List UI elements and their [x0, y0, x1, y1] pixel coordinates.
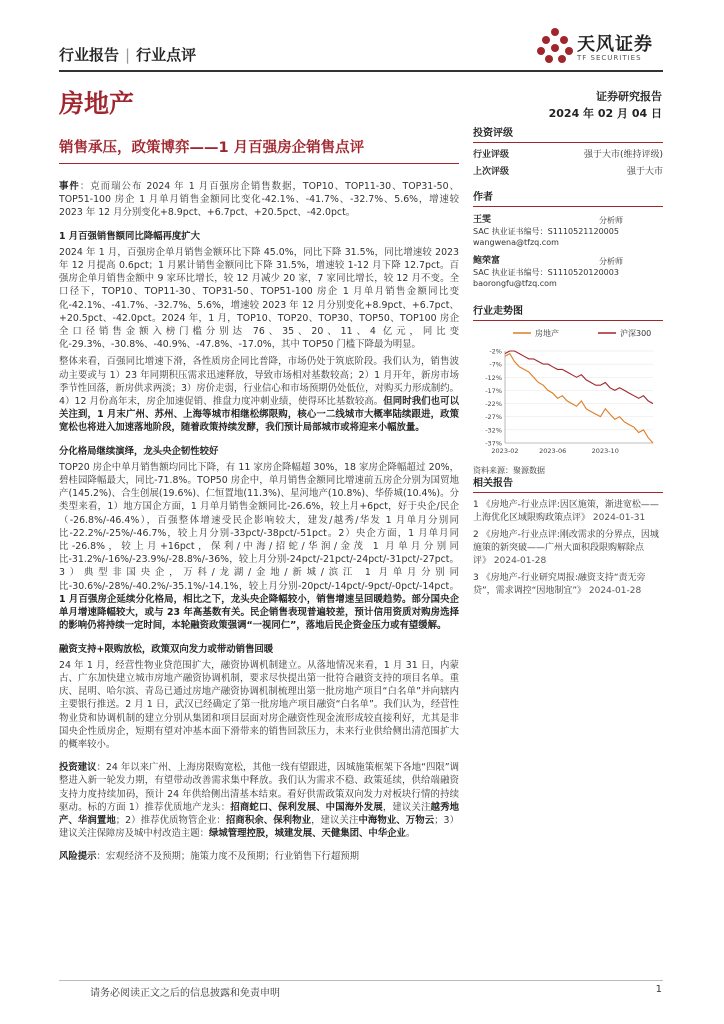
- related-report-date: 2024-01-31: [592, 513, 646, 523]
- industry-title: 房地产: [59, 89, 135, 118]
- related-report[interactable]: [473, 499, 663, 525]
- event-paragraph: [59, 180, 459, 220]
- page-number: 1: [655, 984, 662, 995]
- y-tick-label: -32%: [485, 426, 502, 435]
- event-text: ：克而瑞公布 2024 年 1 月百强房企销售数据，TOP10、TOP11-30、TOP31-50、TOP51-100 房企 1 月单月销售金额同比变化-42.1%、-41.7%、-32.7%、5.6%，增速较 2023 年 12 月分别变化+8.9pct、+6.7pct、+20.5pct、-42.0pct。: [59, 181, 459, 219]
- author-cert: SAC 执业证书编号：S1110521120005: [473, 227, 619, 236]
- risk-text: ：宏观经济不及预期；施策力度不及预期；行业销售下行超预期: [96, 851, 360, 863]
- section-1-title: 1 月百强销售额同比降幅再度扩大: [59, 230, 201, 242]
- investment-text-3: ，建议关注: [311, 814, 359, 826]
- subtitle-divider: [59, 163, 459, 164]
- investment-text-4: ；3）建议关注保障房及城中村改造主题：: [59, 814, 459, 840]
- logo-mark-icon: [535, 26, 575, 66]
- section-3-paragraph: 24 年 1 月，经营性物业贷范围扩大，融资协调机制建立。从落地情况来看，1 月 31 日，内蒙古、广东加快建立城市房地产融资协调机制，要求尽快提出第一批符合融资支持的项目名单。重庆、昆明、哈尔滨、青岛已通过房地产融资协调机制梳理出第一批房地产项目“白名单”并向辖内主要银行推送。2 月 1 日，武汉已经确定了第一批房地产项目融资“白名单”。我们认为，经营性物业贷和协调机制的建立分别从集团和项目层面对房企融资性现金流形成较直接利好，尤其是非国央企性质房企，短期有望对冲基本面下滑带来的销售回款压力，未来行业供给侧出清范围扩大的概率较小。: [59, 659, 459, 750]
- related-report[interactable]: [473, 572, 663, 598]
- related-report[interactable]: [473, 529, 663, 568]
- related-panel: [473, 474, 663, 598]
- report-subtitle: 销售承压，政策博弈——1 月百强房企销售点评: [59, 140, 365, 156]
- rating-title: 投资评级: [473, 128, 513, 139]
- footer-disclaimer: 请务必阅读正文之后的信息披露和免责申明: [90, 988, 280, 999]
- section-2-paragraph-bold: 1 月百强房企延续分化格局，相比之下，龙头央企降幅较小，销售增速呈回暖趋势。部分国央企单月增速降幅较大，或与 23 年高基数有关。民企销售表现普遍较差，预计信用资质对购房选择的影响仍将持续一定时间，本轮融资政策强调“一视同仁”，落地后民企资金压力或有望缓解。: [59, 593, 459, 632]
- chart-source: 资料来源：聚源数据: [473, 466, 545, 475]
- investment-text-2: ；2）推荐优质物管企业：: [115, 814, 226, 826]
- authors-panel: [473, 188, 663, 289]
- header-divider: [59, 70, 663, 72]
- investment-text: ：24 年以来广州、上海房限购宽松，其他一线有望跟进，因城施策框架下各地“四限”调整进入新一轮发力期，有望带动改善需求集中释放。我们认为需求不稳、政策延续，供给端融资支持力度持续加码，预计 24 年供给侧出清基本结束。看好供需政策双向发力对板块行情的持续驱动。标的方面 1）推荐优质地产龙头：: [59, 762, 459, 813]
- y-tick-label: -17%: [485, 386, 502, 395]
- section-1-paragraph-2-text: 整体来看，百强同比增速下滑，各性质房企同比普降，市场仍处于筑底阶段。我们认为，销售波动主要或与 1）23 年同期积压需求迅速释放，导致市场相对基数较高；2）1 月开年，新房市场季节性回落，新房供求两淡；3）房价走弱，行业信心和市场预期仍处低位，对购买力形成制约。4）12 月份高年末，房企加速促销、推盘力度冲刺业绩，使得环比基数较高。: [59, 356, 459, 408]
- related-report-title[interactable]: 《房地产-行业点评:刚改需求的分界点，因城施策的新突破——广州大面积段限购解除点评》: [473, 530, 659, 566]
- report-category: [59, 44, 196, 65]
- related-report-title[interactable]: 《房地产-行业点评:因区施策，渐进宽松——上海优化区域限购政策点评》: [473, 500, 659, 523]
- footer-divider: [59, 980, 663, 981]
- y-tick-label: -2%: [489, 347, 502, 356]
- subcategory-label: 行业点评: [136, 46, 197, 64]
- y-tick-label: -7%: [489, 360, 502, 369]
- section-1-paragraph-2: [59, 355, 459, 434]
- author-role: 分析师: [599, 257, 623, 266]
- risk-label: 风险提示: [59, 851, 97, 863]
- prev-rating-value: 强于大市: [626, 167, 663, 177]
- trend-panel: [473, 302, 663, 476]
- section-2-title: 分化格局继续演绎，龙头央企韧性较好: [59, 445, 219, 457]
- section-2-paragraph-text: TOP20 房企中单月销售额均同比下降，有 11 家房企降幅超 30%，18 家房企降幅超过 20%，碧桂园降幅最大，同比-71.8%。TOP50 房企中，单月销售金额同比增速前五房企分别为国贸地产(145.2%)、合生创展(19.6%)、仁恒置地(11.3%)、星河地产(10.8%)、华侨城(10.4%)。分类型来看，1）地方国企方面，1 月单月销售金额同比-26.6%，较上月+6pct，好于央企/民企（-26.8%/-46.4%），百强整体增速受民企影响较大，建发/越秀/华发 1 月单月分别同比-22.2%/-25%/-46.7%，较上月分别-33pct/-38pct/-51pct。2）央企方面，1 月单月同比-26.8%，较上月+16pct，保利/中海/招蛇/华润/金茂 1 月单月分别同比-31.2%/-16%/-23.9%/-28.8%/-36%，较上月分别-24pct/-21pct/-24pct/-31pct/-27pct。3）典型非国央企，万科/龙湖/金地/新城/滨江 1 月单月分别同比-30.6%/-28%/-40.2%/-35.1%/-14.1%，较上月分别-20pct/-14pct/-9pct/-0pct/-14pct。: [59, 461, 459, 592]
- trend-divider: [473, 320, 663, 321]
- report-type: 证券研究报告: [596, 90, 662, 103]
- related-report-title[interactable]: 《房地产-行业研究周报:融资支持“责无旁贷”，需求调控“因地制宜”》: [473, 573, 646, 596]
- author-card: [473, 215, 663, 248]
- industry-rating-row: [473, 147, 663, 160]
- risk-warning: [59, 850, 459, 863]
- author-cert: SAC 执业证书编号：S1110520120003: [473, 268, 619, 277]
- rating-divider: [473, 142, 663, 143]
- x-tick-label: 2023-06: [539, 447, 567, 455]
- industry-trend-chart: [473, 323, 663, 458]
- prev-rating-row: [473, 164, 663, 177]
- trend-title: 行业走势图: [473, 306, 523, 317]
- authors-divider: [473, 206, 663, 207]
- section-2-paragraph: [59, 461, 459, 633]
- series-line: [505, 354, 653, 443]
- event-label: 事件: [59, 181, 80, 192]
- author-email[interactable]: wangwena@tfzq.com: [473, 238, 559, 247]
- investment-bold-2: 越秀地产、华润置地: [59, 801, 459, 826]
- related-divider: [473, 492, 663, 493]
- y-tick-label: -27%: [485, 413, 502, 422]
- investment-bold-5: 绿城管理控股，城建发展、天健集团、中华企业: [209, 828, 406, 840]
- industry-rating-value: 强于大市(维持评级): [583, 150, 663, 160]
- related-report-date: 2024-01-28: [588, 586, 642, 596]
- section-1-paragraph-2-bold: 但同时我们也可以关注到，1 月末广州、苏州、上海等城市相继松绑限购，核心一二线城市大概率陆续跟进，政策宽松也将进入加速落地阶段，随着政策持续发酵，我们预计局部城市或将迎来小幅放量。: [59, 396, 459, 434]
- legend-label: 房地产: [535, 329, 559, 338]
- author-role: 分析师: [599, 216, 623, 225]
- brand-name-en: TF SECURITIES: [577, 54, 642, 62]
- x-tick-label: 2023-10: [591, 447, 619, 455]
- section-1-paragraph-1: 2024 年 1 月，百强房企单月销售金额环比下降 45.0%，同比下降 31.5%，同比增速较 2023 年 12 月提高 0.6pct；1 月累计销售金额同比下降 31.5%，增速较 1-12 月下降 12.7pct。百强房企单月销售金额中 9 家环比增长，较 12 月减少 20 家，7 家同比增长，较 12 月不变。全口径下，TOP10、TOP11-30、TOP31-50、TOP51-100 房企 1 月单月销售金额同比变化-42.1%、-41.7%、-32.7%、5.6%，增速较 2023 年 12 月分别变化+8.9pct、+6.7pct、+20.5pct、-42.0pct。2024 年，1 月，TOP10、TOP20、TOP30、TOP50、TOP100 房企全口径销售金额入榜门槛分别达 76、35、20、11、4 亿元，同比变化-29.3%、-30.8%、-40.9%、-47.8%、-17.0%，其中 TOP50 门槛下降最为明显。: [59, 246, 459, 351]
- author-name: 王雯: [473, 215, 492, 225]
- investment-bold-1: 招商蛇口、保利发展、中国海外发展: [230, 801, 383, 813]
- author-card: [473, 256, 663, 289]
- related-num: 2: [473, 530, 479, 540]
- related-num: 3: [473, 573, 479, 583]
- investment-advice: [59, 761, 459, 840]
- prev-rating-label: 上次评级: [473, 167, 510, 177]
- investment-text-5: 。: [405, 828, 416, 840]
- related-num: 1: [473, 500, 479, 510]
- legend-label: 沪深300: [620, 329, 652, 338]
- report-date: 2024 年 02 月 04 日: [548, 107, 662, 120]
- rating-panel: [473, 124, 663, 177]
- x-tick-label: 2023-02: [491, 447, 519, 455]
- y-tick-label: -37%: [485, 439, 502, 448]
- section-3-title: 融资支持+限购放松，政策双向发力或带动销售回暖: [59, 643, 274, 655]
- brand-logo: [535, 26, 665, 70]
- related-title: 相关报告: [473, 478, 513, 489]
- investment-bold-3: 招商积余、保利物业: [225, 814, 312, 826]
- authors-title: 作者: [473, 192, 493, 203]
- brand-name: 天风证券: [577, 34, 653, 55]
- industry-rating-label: 行业评级: [473, 150, 510, 160]
- y-tick-label: -12%: [485, 373, 502, 382]
- category-label: 行业报告: [59, 46, 120, 64]
- main-content: [59, 180, 459, 868]
- investment-label: 投资建议: [59, 762, 97, 774]
- y-tick-label: -22%: [485, 400, 502, 409]
- related-report-date: 2024-01-28: [493, 556, 547, 566]
- author-name: 鲍荣富: [473, 256, 501, 266]
- investment-text-1: ，建议关注: [382, 801, 431, 813]
- investment-bold-4: 中海物业、万物云: [358, 814, 435, 826]
- author-email[interactable]: baorongfu@tfzq.com: [473, 279, 557, 288]
- category-separator: |: [125, 46, 131, 64]
